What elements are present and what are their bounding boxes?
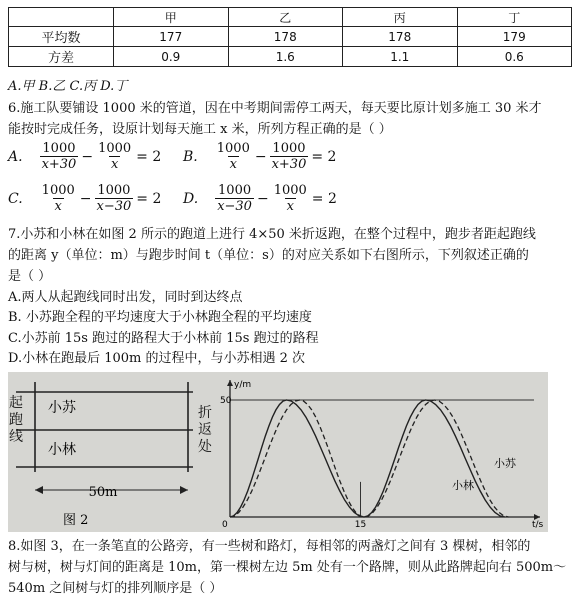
table-cell: 0.6 bbox=[457, 47, 572, 67]
fraction bbox=[270, 141, 309, 172]
q6-stem-line2: 能按时完成任务，设原计划每天施工 x 米，所列方程正确的是（ ） bbox=[8, 122, 392, 137]
table-header-cell: 乙 bbox=[228, 8, 343, 27]
table-header-cell bbox=[9, 8, 114, 27]
option-label: D. bbox=[183, 190, 199, 207]
table-header-cell: 丁 bbox=[457, 8, 572, 27]
fraction bbox=[215, 183, 254, 214]
q5-options: A.甲 B.乙 C.丙 D.丁 bbox=[8, 79, 128, 94]
denominator: x bbox=[110, 157, 119, 172]
table-cell: 178 bbox=[343, 27, 458, 47]
fraction bbox=[96, 141, 133, 172]
fraction bbox=[95, 183, 134, 214]
q6-option-b bbox=[183, 141, 336, 172]
table-cell: 178 bbox=[228, 27, 343, 47]
q6-option-d bbox=[183, 183, 337, 214]
denominator: x bbox=[229, 157, 237, 172]
denominator: x bbox=[286, 199, 294, 214]
figure-caption: 图 2 bbox=[63, 513, 89, 528]
table-cell: 1.1 bbox=[343, 47, 458, 67]
row-label: 方差 bbox=[9, 47, 114, 67]
x-origin-label: 0 bbox=[222, 520, 228, 530]
table-cell: 177 bbox=[114, 27, 229, 47]
numerator: 1000 bbox=[98, 141, 132, 156]
row-label: 平均数 bbox=[9, 27, 114, 47]
q7-stem-line2: 的距离 y（单位：m）与跑步时间 t（单位：s）的对应关系如下右图所示，下列叙述正确的 bbox=[8, 248, 529, 263]
fraction bbox=[215, 141, 252, 172]
arrow-head-left-icon bbox=[35, 486, 43, 494]
numerator: 1000 bbox=[97, 183, 131, 198]
option-label: C. bbox=[8, 190, 23, 207]
table-row bbox=[9, 27, 572, 47]
q7-option-b: B. 小苏跑全程的平均速度大于小林跑全程的平均速度 bbox=[8, 310, 312, 325]
operator: − bbox=[81, 148, 94, 165]
denominator: x−30 bbox=[217, 199, 252, 214]
q8-stem-line3: 540m 之间树与灯的排列顺序是（ ） bbox=[8, 581, 223, 596]
q6-option-c bbox=[8, 183, 161, 214]
series-su-line bbox=[230, 400, 505, 517]
series-su-label: 小苏 bbox=[494, 457, 516, 470]
track-figure bbox=[8, 372, 218, 532]
y-tick-label: 50 bbox=[220, 396, 232, 406]
q8-stem-line1: 8.如图 3，在一条笔直的公路旁，有一些树和路灯，每相邻的两盏灯之间有 3 棵树，相邻的 bbox=[8, 539, 531, 554]
q6-option-a bbox=[8, 141, 161, 172]
start-line-label: 起跑线 bbox=[9, 395, 23, 445]
numerator: 1000 bbox=[216, 141, 250, 156]
table-cell: 0.9 bbox=[114, 47, 229, 67]
table-cell: 179 bbox=[457, 27, 572, 47]
q7-option-d: D.小林在跑最后 100m 的过程中，与小苏相遇 2 次 bbox=[8, 351, 306, 366]
operator: − bbox=[256, 190, 269, 207]
q7-option-a: A.两人从起跑线同时出发，同时到达终点 bbox=[8, 290, 243, 305]
rhs: = 2 bbox=[136, 148, 162, 165]
turn-label: 折返处 bbox=[198, 405, 212, 455]
lane2-label: 小林 bbox=[48, 442, 76, 458]
fraction bbox=[40, 183, 77, 214]
q7-stem-line3: 是（ ） bbox=[8, 269, 52, 284]
y-axis-arrow-icon bbox=[227, 380, 233, 386]
q7-option-c: C.小苏前 15s 跑过的路程大于小林前 15s 跑过的路程 bbox=[8, 331, 319, 346]
q8-stem-line2: 树与树，树与灯间的距离是 10m，第一棵树左边 5m 处有一个路牌，则从此路牌起向右 500m～ bbox=[8, 560, 567, 575]
series-lin-label: 小林 bbox=[452, 479, 474, 492]
rhs: = 2 bbox=[311, 190, 337, 207]
stats-table bbox=[8, 7, 572, 67]
numerator: 1000 bbox=[273, 183, 307, 198]
denominator: x bbox=[54, 199, 62, 214]
table-header-row bbox=[9, 8, 572, 27]
denominator: x+30 bbox=[271, 157, 307, 172]
option-label: B. bbox=[183, 148, 198, 165]
distance-time-chart bbox=[218, 375, 548, 530]
table-row bbox=[9, 47, 572, 67]
table-header-cell: 丙 bbox=[343, 8, 458, 27]
option-label: A. bbox=[8, 148, 23, 165]
x-axis-label: t/s bbox=[532, 520, 544, 530]
distance-label: 50m bbox=[88, 485, 118, 500]
q7-stem-line1: 7.小苏和小林在如图 2 所示的跑道上进行 4×50 米折返跑，在整个过程中，跑步者距起跑线 bbox=[8, 227, 536, 242]
numerator: 1000 bbox=[42, 141, 76, 156]
numerator: 1000 bbox=[218, 183, 252, 198]
table-header-cell: 甲 bbox=[114, 8, 229, 27]
denominator: x+30 bbox=[41, 157, 77, 172]
fraction bbox=[40, 141, 79, 172]
arrow-head-right-icon bbox=[180, 486, 188, 494]
numerator: 1000 bbox=[41, 183, 75, 198]
y-axis-label: y/m bbox=[234, 380, 252, 390]
operator: − bbox=[79, 190, 92, 207]
lane1-label: 小苏 bbox=[48, 400, 76, 416]
operator: − bbox=[254, 148, 267, 165]
q6-stem-line1: 6.施工队要铺设 1000 米的管道，因在中考期间需停工两天，每天要比原计划多施工 30 米才 bbox=[8, 101, 542, 116]
denominator: x−30 bbox=[96, 199, 132, 214]
rhs: = 2 bbox=[311, 148, 337, 165]
x-tick-label: 15 bbox=[354, 520, 367, 530]
numerator: 1000 bbox=[272, 141, 306, 156]
table-cell: 1.6 bbox=[228, 47, 343, 67]
fraction bbox=[272, 183, 309, 214]
rhs: = 2 bbox=[136, 190, 162, 207]
